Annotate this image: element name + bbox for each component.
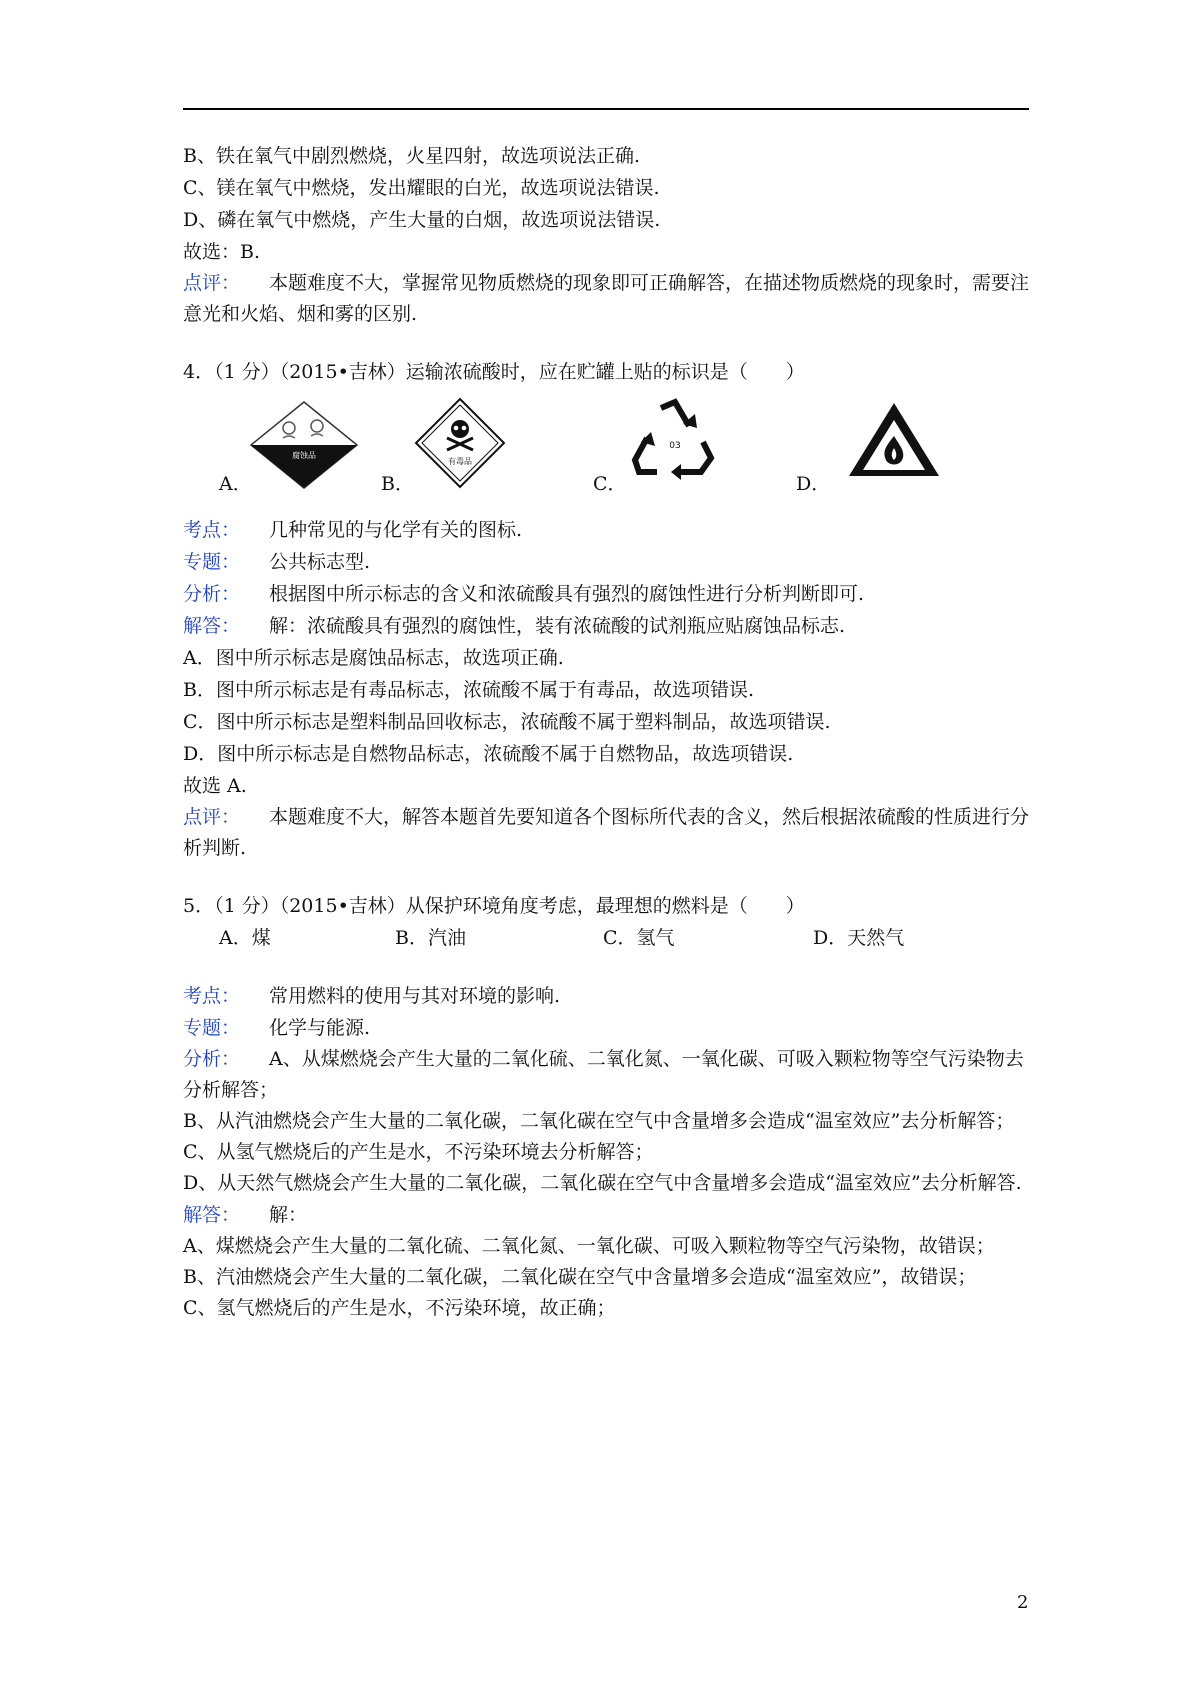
recycle-sign-icon [631, 398, 715, 480]
q4-answer: 故选 A. [183, 775, 247, 797]
q5-jieda-a: A、煤燃烧会产生大量的二氧化硫、二氧化氮、一氧化碳、可吸入颗粒物等空气污染物，故错误； [183, 1235, 995, 1257]
fenxi-label: 分析： [183, 583, 241, 605]
comment-text: 本题难度不大，解答本题首先要知道各个图标所代表的含义，然后根据浓硫酸的性质进行分析判断. [183, 806, 1030, 859]
flammable-sign-icon [846, 400, 942, 480]
q5-kaodian [183, 980, 1029, 1012]
q3-comment [183, 268, 1029, 330]
fenxi-text: 根据图中所示标志的含义和浓硫酸具有强烈的腐蚀性进行分析判断即可. [269, 583, 865, 605]
comment-label: 点评： [183, 806, 241, 828]
q3-line-c: C、镁在氧气中燃烧，发出耀眼的白光，故选项说法错误. [183, 177, 660, 199]
kaodian-label: 考点： [183, 985, 241, 1007]
option-letter: A． [219, 473, 252, 495]
q5-choice-c: C．氢气 [603, 927, 675, 949]
q5-fenxi-d: D、从天然气燃烧会产生大量的二氧化碳，二氧化碳在空气中含量增多会造成“温室效应”去分析解答. [183, 1172, 1022, 1194]
q3-answer: 故选：B. [183, 241, 261, 263]
q3-line-b: B、铁在氧气中剧烈燃烧，火星四射，故选项说法正确. [183, 145, 641, 167]
q4-line-b: B．图中所示标志是有毒品标志，浓硫酸不属于有毒品，故选项错误. [183, 679, 755, 701]
q5-choices [183, 922, 1029, 954]
q4-option-a [219, 396, 369, 496]
q4-options [183, 396, 1029, 496]
q4-fenxi [183, 578, 1029, 610]
q4-line-c: C．图中所示标志是塑料制品回收标志，浓硫酸不属于塑料制品，故选项错误. [183, 711, 831, 733]
q4-option-d [796, 396, 946, 496]
q5-jieda-b: B、汽油燃烧会产生大量的二氧化碳，二氧化碳在空气中含量增多会造成“温室效应”，故错误； [183, 1266, 977, 1288]
jieda-text: 解：浓硫酸具有强烈的腐蚀性，装有浓硫酸的试剂瓶应贴腐蚀品标志. [269, 615, 846, 637]
q4-option-c [593, 396, 743, 496]
q4-stem: 4．（1 分）（2015•吉林）运输浓硫酸时，应在贮罐上贴的标识是（ ） [183, 361, 805, 383]
header-rule [183, 108, 1029, 110]
q5-fenxi [183, 1044, 1029, 1106]
icon-label: 腐蚀品 [292, 451, 316, 460]
comment-text: 本题难度不大，掌握常见物质燃烧的现象即可正确解答，在描述物质燃烧的现象时，需要注意光和火焰、烟和雾的区别. [183, 272, 1030, 325]
kaodian-label: 考点： [183, 519, 241, 541]
jieda-label: 解答： [183, 615, 241, 637]
q4-zhuanti [183, 546, 1029, 578]
jieda-label: 解答： [183, 1204, 241, 1226]
q4-line-d: D．图中所示标志是自燃物品标志，浓硫酸不属于自燃物品，故选项错误. [183, 743, 794, 765]
q5-choice-b: B．汽油 [395, 927, 466, 949]
q5-fenxi-c: C、从氢气燃烧后的产生是水，不污染环境去分析解答； [183, 1141, 654, 1163]
zhuanti-text: 化学与能源. [269, 1017, 371, 1039]
q5-zhuanti [183, 1012, 1029, 1044]
q5-stem: 5．（1 分）（2015•吉林）从保护环境角度考虑，最理想的燃料是（ ） [183, 895, 805, 917]
option-letter: D． [796, 473, 831, 495]
q4-line-a: A．图中所示标志是腐蚀品标志，故选项正确. [183, 647, 564, 669]
comment-label: 点评： [183, 272, 241, 294]
q5-jieda-c: C、氢气燃烧后的产生是水，不污染环境，故正确； [183, 1297, 616, 1319]
q3-line-d: D、磷在氧气中燃烧，产生大量的白烟，故选项说法错误. [183, 209, 661, 231]
q5-fenxi-b: B、从汽油燃烧会产生大量的二氧化碳，二氧化碳在空气中含量增多会造成“温室效应”去分析解答； [183, 1110, 1015, 1132]
q4-option-b [381, 396, 531, 496]
fenxi-text: A、从煤燃烧会产生大量的二氧化硫、二氧化氮、一氧化碳、可吸入颗粒物等空气污染物去分析解答； [183, 1048, 1024, 1101]
q5-choice-d: D．天然气 [813, 927, 905, 949]
q4-comment [183, 802, 1029, 864]
kaodian-text: 几种常见的与化学有关的图标. [269, 519, 523, 541]
option-letter: C． [593, 473, 627, 495]
q4-jieda [183, 610, 1029, 642]
jieda-text: 解： [269, 1204, 308, 1226]
zhuanti-label: 专题： [183, 551, 241, 573]
q5-choice-a: A．煤 [219, 927, 271, 949]
corrosive-sign-icon [249, 400, 359, 490]
zhuanti-label: 专题： [183, 1017, 241, 1039]
q4-kaodian [183, 514, 1029, 546]
fenxi-label: 分析： [183, 1048, 241, 1070]
q5-jieda [183, 1199, 1029, 1231]
icon-label: 03 [669, 441, 681, 451]
kaodian-text: 常用燃料的使用与其对环境的影响. [269, 985, 561, 1007]
toxic-sign-icon [413, 396, 507, 490]
zhuanti-text: 公共标志型. [269, 551, 371, 573]
page-number: 2 [1017, 1592, 1029, 1613]
document-body [183, 140, 1029, 1324]
option-letter: B． [381, 473, 414, 495]
icon-label: 有毒品 [448, 457, 472, 466]
